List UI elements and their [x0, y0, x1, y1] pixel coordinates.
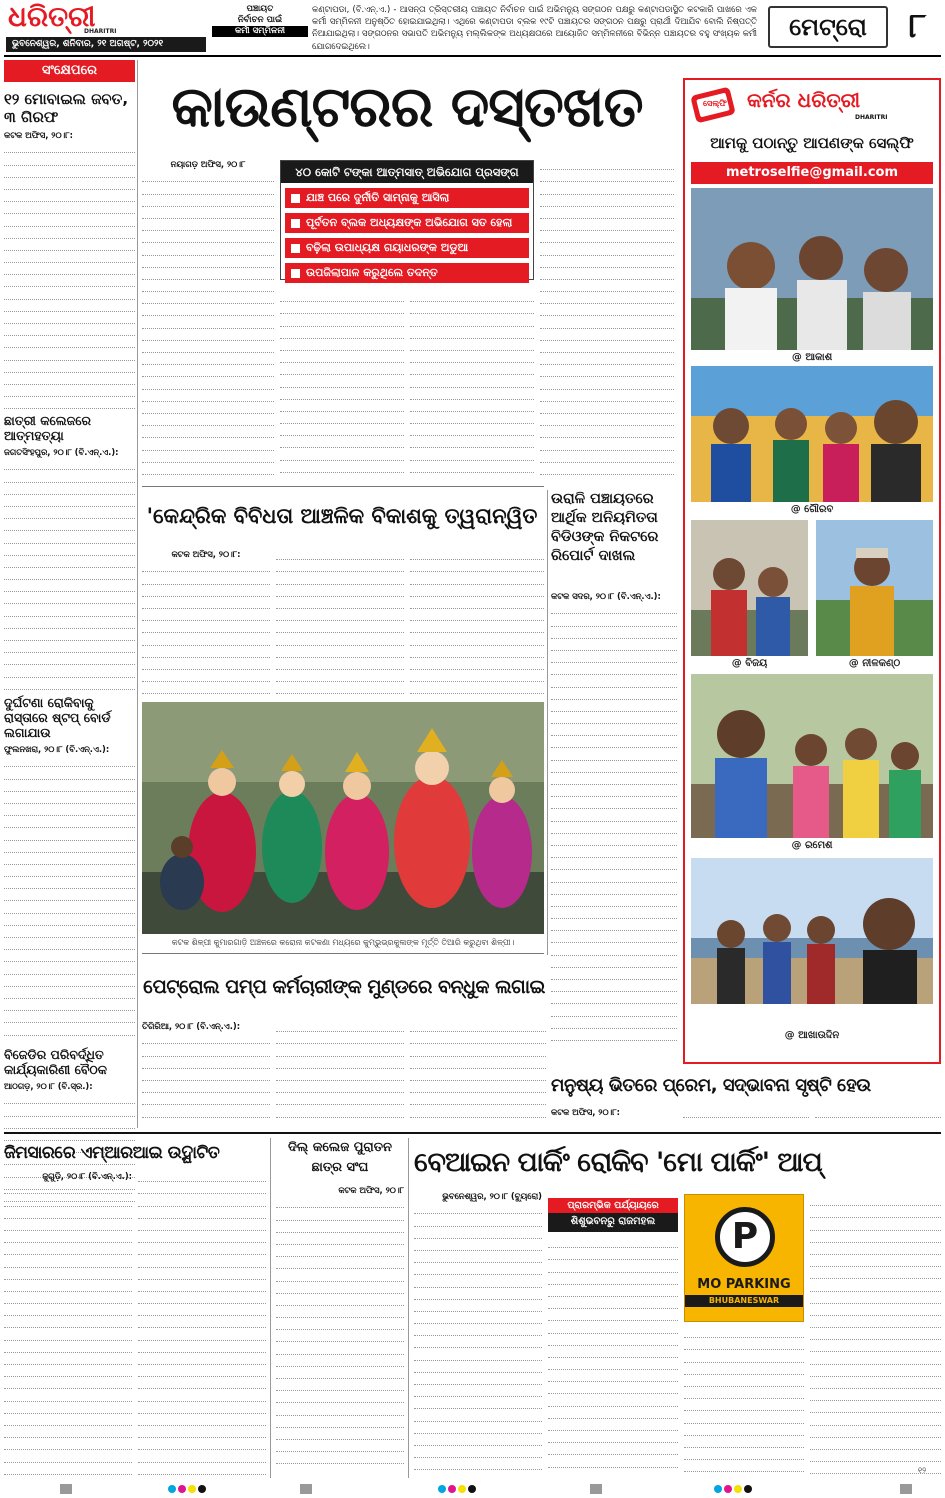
petrol-col-3	[410, 1020, 546, 1128]
logo-text: ଧରିତ୍ରୀ	[8, 0, 96, 33]
selfie-photo	[691, 188, 933, 350]
selfie-caption: @ ବିଜୟ	[731, 658, 768, 669]
selfie-brand	[685, 80, 939, 134]
brief-dateline: ଆଠଗଡ଼, ୨୦।୮ (ବି.ସ୍ର.):	[4, 1081, 93, 1091]
audit-dateline: କଟକ ସଦର, ୨୦।୮ (ବି.ଏନ୍.ଏ.):	[551, 591, 661, 601]
centre-col-2	[276, 548, 404, 698]
selfie-caption: @ ଆକାଶ	[791, 352, 833, 363]
masthead-date: ଭୁବନେଶ୍ୱର, ଶନିବାର, ୨୧ ଅଗଷ୍ଟ, ୨୦୨୧	[12, 39, 164, 49]
logo-sub: DHARITRI	[84, 28, 117, 35]
brief-headline: ଦୁର୍ଘଟଣା ରୋକିବାକୁ ରାସ୍ତାରେ ଷ୍ଟପ୍ ବୋର୍ଡ ଲଗାଯାଉ	[4, 695, 111, 740]
college-col-1	[276, 1184, 404, 1474]
page-number: ୮	[908, 6, 927, 46]
parking-dateline: ଭୁବନେଶ୍ୱର, ୨୦।୮ (ବ୍ୟୁରୋ)	[442, 1191, 542, 1201]
selfie-panel	[683, 78, 941, 1064]
parking-col-4	[810, 1194, 941, 1476]
selfie-caption: @ ଗୌରବ	[790, 504, 834, 515]
selfie-photo	[691, 366, 933, 502]
selfie-brand-sub: DHARITRI	[855, 114, 888, 121]
humanity-col-2	[683, 1106, 809, 1128]
print-marks	[0, 1466, 945, 1498]
idol-photo	[142, 702, 544, 934]
sidebar	[4, 60, 135, 1125]
box-bullet	[285, 263, 529, 283]
promo-line: ନିର୍ବାଚନ ପାଇଁ	[237, 15, 283, 25]
lead-headline: କାଉଣ୍ଟରର ଦସ୍ତଖତ	[171, 75, 643, 140]
humanity-col-3	[815, 1106, 941, 1128]
mri-headline: ଜିମସାରରେ ଏମ୍ଆରଆଇ ଉଦ୍ଘାଟିତ	[4, 1143, 220, 1163]
parking-headline: ବେଆଇନ ପାର୍କିଂ ରୋକିବ 'ମୋ ପାର୍କିଂ' ଆପ୍	[414, 1147, 822, 1178]
parking-col-2	[548, 1236, 678, 1476]
selfie-photo	[816, 520, 933, 656]
box-bullet	[285, 213, 529, 233]
selfie-photo	[691, 858, 933, 1004]
parking-logo-sub: BHUBANESWAR	[685, 1295, 803, 1307]
audit-headline: ଉରାଳି ପଞ୍ଚାୟତରେ ଆର୍ଥିକ ଅନିୟମିତତା ବିଡିଓଙ୍କ ନିକଟରେ ରିପୋର୍ଟ ଦାଖଲ	[551, 491, 659, 564]
centre-dateline: କଟକ ଅଫିସ, ୨୦।୮:	[171, 549, 241, 559]
selfie-illustration	[691, 674, 933, 838]
humanity-headline: ମନୁଷ୍ୟ ଭିତରେ ପ୍ରେମ, ସଦ୍ଭାବନା ସୃଷ୍ଟି ହେଉ	[551, 1075, 871, 1096]
idol-photo-illustration	[142, 702, 544, 934]
bullet-text: ଉପଜିଲାପାଳ କରୁଥିଲେ ତଦନ୍ତ	[306, 266, 438, 279]
promo-line: ପଞ୍ଚାୟତ	[246, 4, 274, 14]
bullet-text: ବଢ଼ିଲା ଉପାଧ୍ୟକ୍ଷ ଗୟାଧରଙ୍କ ଅଡୁଆ	[306, 241, 469, 254]
selfie-illustration	[691, 520, 808, 656]
selfie-caption: @ ଆଖାଉଦ୍ଦିନ	[784, 1030, 840, 1041]
selfie-illustration	[691, 858, 933, 1004]
box-title: ୪୦ କୋଟି ଟଙ୍କା ଆତ୍ମସାତ୍ ଅଭିଯୋଗ ପ୍ରସଙ୍ଗ	[281, 161, 533, 183]
parking-col-3	[684, 1326, 804, 1476]
selfie-illustration	[691, 188, 933, 350]
masthead	[0, 0, 945, 54]
section-title: ମେଟ୍ରୋ	[789, 13, 867, 41]
petrol-col-1	[142, 1020, 270, 1128]
selfie-illustration	[816, 520, 933, 656]
brief-dateline: ଫୁଲନଖରା, ୨୦।୮ (ବି.ଏନ୍.ଏ.):	[4, 744, 110, 754]
lead-highlight-box	[280, 160, 534, 280]
parking-letter: P	[731, 1216, 759, 1257]
mri-col-1	[4, 1170, 132, 1475]
selfie-email: metroselfie@gmail.com	[691, 162, 933, 184]
bullet-text: ଯାଞ୍ଚ ପରେ ଦୁର୍ନୀତି ସାମ୍ନାକୁ ଆସିଲା	[306, 191, 450, 204]
lead-dateline: ନୟାଗଡ଼ ଅଫିସ, ୨୦।୮	[170, 159, 246, 169]
audit-body	[551, 590, 677, 1050]
lead-col-3	[410, 290, 534, 483]
promo-heading	[212, 4, 308, 37]
parking-logo-title: MO PARKING	[697, 1277, 791, 1292]
registration-marks	[0, 1480, 945, 1498]
selfie-brand-title: କର୍ନର ଧରିତ୍ରୀ	[747, 88, 861, 112]
masthead-logo	[8, 2, 158, 36]
lead-col-2	[280, 290, 404, 483]
sidebar-header: ସଂକ୍ଷେପରେ	[4, 60, 135, 82]
selfie-illustration	[691, 366, 933, 502]
brief-body	[4, 743, 135, 1043]
mri-dateline: ଜୁଗୁଡ଼ି, ୨୦।୮ (ବି.ଏନ୍.ଏ.):	[42, 1171, 132, 1181]
box-bullet	[285, 238, 529, 258]
parking-col-1	[414, 1190, 542, 1475]
promo-line: କର୍ମୀ ସମ୍ମିଳନୀ	[212, 26, 308, 37]
college-dateline: କଟକ ଅଫିସ, ୨୦।୮	[338, 1185, 404, 1195]
bullet-text: ପୂର୍ବତନ ବ୍ଲକ ଅଧ୍ୟକ୍ଷଙ୍କ ଅଭିଯୋଗ ସତ ହେଲା	[306, 216, 513, 229]
mo-parking-logo	[684, 1194, 804, 1322]
brief-dateline: କଟକ ଅଫିସ, ୨୦।୮:	[4, 130, 74, 140]
selfie-small: ସେଲ୍ଫି	[703, 99, 727, 108]
selfie-caption: @ ରମେଶ	[791, 840, 833, 851]
parking-tag	[548, 1198, 678, 1232]
footer-page-mark: ୧୨	[918, 1466, 927, 1475]
selfie-photo	[691, 520, 808, 656]
idol-photo-caption: କଟକ ଶିଳ୍ପୀ କୁମାରଗାଡ଼ି ଅଞ୍ଚଳରେ କରୋନା କଟକଣା ମଧ୍ୟରେ କୁମ୍ଭୁଭ୍ରକୁଳାଙ୍କ ମୂର୍ତ୍ତି ତିଆରି କରୁଥିବା ଶିଳ୍ପୀ।	[171, 938, 515, 947]
petrol-headline: ପେଟ୍ରୋଲ ପମ୍ପ କର୍ମଚାରୀଙ୍କ ମୁଣ୍ଡରେ ବନ୍ଧୁକ ଲଗାଇ	[143, 976, 545, 998]
lead-col-4	[540, 158, 674, 483]
humanity-dateline: କଟକ ଅଫିସ, ୨୦।୮:	[551, 1107, 621, 1117]
section-tab	[768, 6, 888, 48]
dateline-bar	[6, 37, 206, 52]
parking-p-icon	[715, 1207, 775, 1267]
promo-text: କଣ୍ଟାପଡା, (ବି.ଏନ୍.ଏ.) - ଆସନ୍ତା ତ୍ରିସ୍ତରୀୟ ପଞ୍ଚାୟତ ନିର୍ବାଚନ ପାଇଁ ଅଭିମନ୍ୟୁ ସଙ୍ଗଠନ ପକ୍ଷରୁ କଣ୍ଟାପଡାସ୍ଥିତ କଟକାରି ପାଖରେ ଏକ କର୍ମୀ ସମ୍ମିଳନୀ ଅନୁଷ୍ଠିତ ହୋଇଯାଇଥିଲା। ଏଥିରେ କଣ୍ଟାପଡା ବ୍ଲକ ୧୯ଟି ପଞ୍ଚାୟତର ସଙ୍ଗଠନ ପକ୍ଷରୁ ପ୍ରାର୍ଥୀ ଦିଆଯିବ ବୋଲି ନିଷ୍ପତ୍ତି ନିଆଯାଇଥିଲା। ସଙ୍ଗଠନର ସଭାପତି ଅଭିମନ୍ୟୁ ମଲ୍ଲିକଙ୍କ ଅଧ୍ୟକ୍ଷତାରେ ଆୟୋଜିତ ସମ୍ମିଳନୀରେ ବିଭିନ୍ନ ପଞ୍ଚାୟତର ବହୁ ସଂଖ୍ୟକ କର୍ମୀ ଯୋଗଦେଇଥିଲେ।	[312, 4, 757, 51]
parking-tag-line2: ଶିଶୁଭବନରୁ ରାଜମହଲ	[570, 1216, 656, 1227]
humanity-col-1	[551, 1106, 677, 1128]
centre-col-3	[410, 548, 544, 698]
brief-headline: ୧୨ ମୋବାଇଲ ଜବତ, ୩ ଗିରଫ	[4, 90, 129, 126]
selfie-photo	[691, 674, 933, 838]
selfie-subtitle: ଆମକୁ ପଠାନ୍ତୁ ଆପଣଙ୍କ ସେଲ୍ଫି	[710, 134, 914, 152]
centre-col-1	[142, 548, 270, 698]
brief-body	[4, 129, 135, 409]
parking-tag-line1: ପ୍ରାରମ୍ଭିକ ପର୍ଯ୍ୟାୟରେ	[548, 1198, 678, 1213]
selfie-caption: @ ନୀଳକଣ୍ଠ	[848, 658, 901, 669]
brief-headline: ବିଜେଡିର ପରିବର୍ଦ୍ଧିତ କାର୍ଯ୍ୟକାରିଣୀ ବୈଠକ	[4, 1047, 107, 1077]
lead-col-1	[142, 158, 274, 483]
mri-col-2	[138, 1170, 266, 1475]
college-headline: ଦିଲ୍ କଲେଜ ପୁରାତନ ଛାତ୍ର ସଂଘ	[287, 1140, 392, 1175]
petrol-dateline: ତିଗିରିଆ, ୨୦।୮ (ବି.ଏନ୍.ଏ.):	[142, 1021, 241, 1031]
brief-dateline: ଜଗତସିଂହପୁର, ୨୦।୮ (ବି.ଏନ୍.ଏ.):	[4, 447, 119, 457]
centre-headline: 'କେନ୍ଦ୍ରିକ ବିବିଧତା ଆଞ୍ଚଳିକ ବିକାଶକୁ ତ୍ୱରାନ୍ୱିତ	[146, 504, 538, 528]
brief-body	[4, 446, 135, 691]
box-bullet	[285, 188, 529, 208]
petrol-col-2	[276, 1020, 404, 1128]
brief-headline: ଛାତ୍ରୀ କଲେଜରେ ଆତ୍ମହତ୍ୟା	[4, 413, 91, 443]
